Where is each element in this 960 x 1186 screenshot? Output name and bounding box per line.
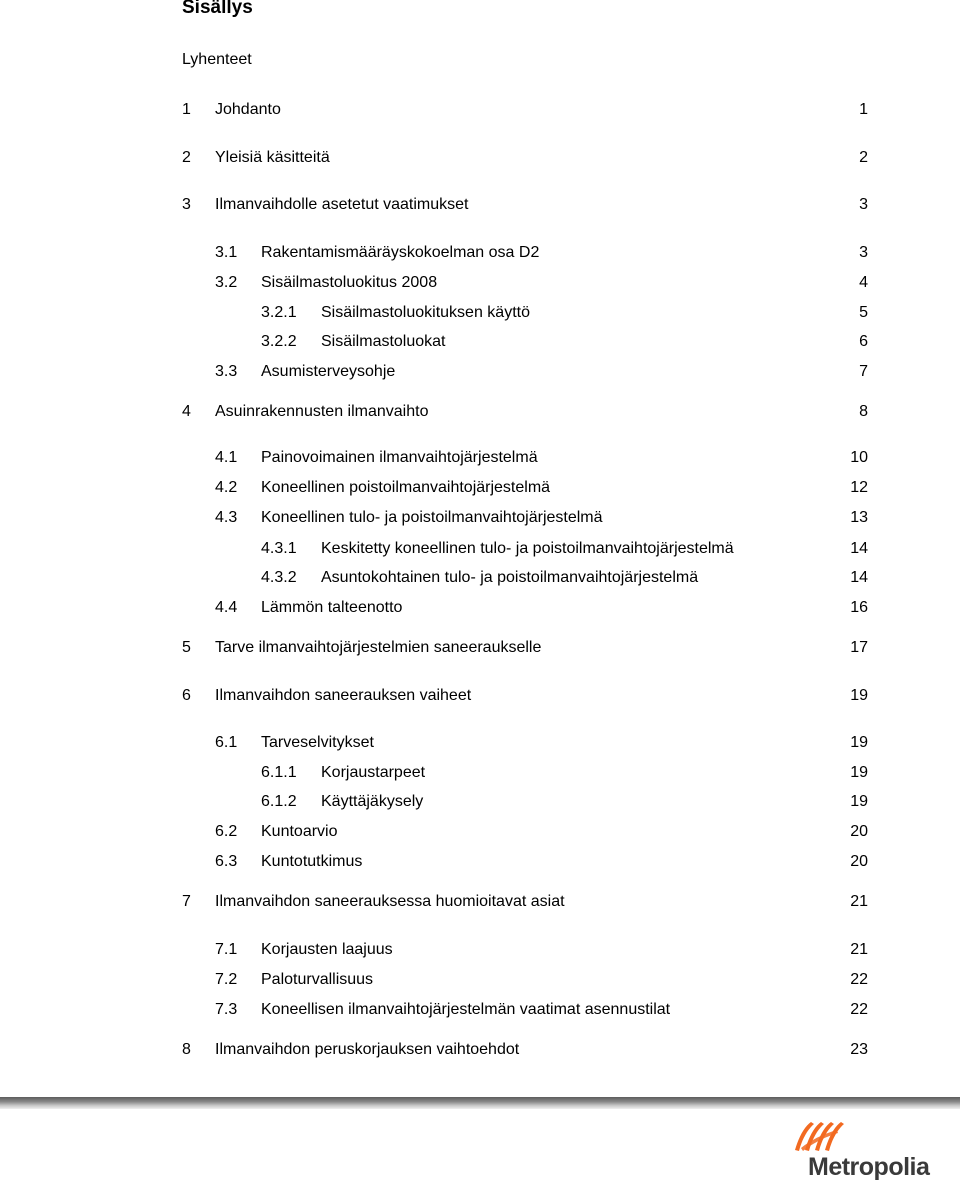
toc-entry[interactable] — [0, 731, 960, 755]
toc-entry-page-number: 19 — [850, 734, 868, 751]
toc-entry-number: 3.2.2 — [261, 333, 297, 350]
toc-entry-page-number: 1 — [859, 101, 868, 118]
toc-entry-page-number: 5 — [859, 304, 868, 321]
toc-entry-page-number: 12 — [850, 479, 868, 496]
logo-wordmark: Metropolia — [808, 1153, 930, 1181]
toc-entry-label: Ilmanvaihdolle asetetut vaatimukset — [215, 196, 469, 213]
toc-entry[interactable] — [0, 476, 960, 500]
toc-entry-number: 6.1 — [215, 734, 238, 751]
toc-entry-page-number: 6 — [859, 333, 868, 350]
footer-divider — [0, 1097, 960, 1109]
toc-entry-page-number: 19 — [850, 793, 868, 810]
toc-entry-page-number: 21 — [850, 941, 868, 958]
toc-entry[interactable] — [0, 566, 960, 590]
toc-entry-page-number: 13 — [850, 509, 868, 526]
toc-entry-label: Käyttäjäkysely — [321, 793, 424, 810]
page-title: Sisällys — [182, 0, 253, 18]
toc-entry-number: 4.1 — [215, 449, 238, 466]
toc-entry[interactable] — [0, 636, 960, 660]
toc-entry-number: 1 — [182, 101, 191, 118]
toc-entry-label: Tarveselvitykset — [261, 734, 374, 751]
toc-entry-page-number: 22 — [850, 1001, 868, 1018]
toc-entry-label: Kuntoarvio — [261, 823, 338, 840]
toc-entry-page-number: 8 — [859, 403, 868, 420]
toc-entry-label: Sisäilmastoluokitus 2008 — [261, 274, 438, 291]
toc-entry-label: Koneellinen poistoilmanvaihtojärjestelmä — [261, 479, 551, 496]
toc-entry-label: Johdanto — [215, 101, 281, 118]
toc-entry-label: Sisäilmastoluokat — [321, 333, 446, 350]
toc-entry-number: 4.2 — [215, 479, 238, 496]
toc-entry-label: Lyhenteet — [182, 51, 252, 68]
toc-entry-label: Ilmanvaihdon peruskorjauksen vaihtoehdot — [215, 1041, 520, 1058]
toc-entry[interactable] — [0, 446, 960, 470]
toc-entry-label: Rakentamismääräyskokoelman osa D2 — [261, 244, 540, 261]
toc-entry-label: Keskitetty koneellinen tulo- ja poistoilmanvaihtojärjestelmä — [321, 540, 734, 557]
toc-entry-page-number: 22 — [850, 971, 868, 988]
toc-entry[interactable] — [0, 998, 960, 1022]
toc-entry-page-number: 21 — [850, 893, 868, 910]
toc-entry[interactable] — [0, 968, 960, 992]
toc-entry[interactable] — [0, 938, 960, 962]
toc-entry-label: Asuntokohtainen tulo- ja poistoilmanvaihtojärjestelmä — [321, 569, 699, 586]
toc-entry-page-number: 2 — [859, 149, 868, 166]
toc-entry-page-number: 3 — [859, 196, 868, 213]
toc-entry-label: Paloturvallisuus — [261, 971, 374, 988]
toc-entry-page-number: 20 — [850, 823, 868, 840]
toc-entry-label: Asumisterveysohje — [261, 363, 396, 380]
toc-entry-page-number: 14 — [850, 569, 868, 586]
toc-entry-page-number: 14 — [850, 540, 868, 557]
toc-entry-label: Korjausten laajuus — [261, 941, 393, 958]
toc-entry-page-number: 20 — [850, 853, 868, 870]
toc-entry[interactable] — [0, 506, 960, 530]
toc-entry[interactable] — [0, 850, 960, 874]
toc-entry-number: 6.2 — [215, 823, 238, 840]
toc-entry[interactable] — [0, 400, 960, 424]
toc-entry[interactable] — [0, 271, 960, 295]
toc-entry-label: Lämmön talteenotto — [261, 599, 403, 616]
toc-entry[interactable] — [0, 48, 960, 72]
toc-entry[interactable] — [0, 360, 960, 384]
toc-entry-label: Koneellisen ilmanvaihtojärjestelmän vaatimat asennustilat — [261, 1001, 671, 1018]
toc-entry-number: 4.3 — [215, 509, 238, 526]
toc-entry-label: Ilmanvaihdon saneerauksessa huomioitavat asiat — [215, 893, 565, 910]
toc-entry[interactable] — [0, 596, 960, 620]
toc-entry-number: 7 — [182, 893, 191, 910]
toc-entry-label: Painovoimainen ilmanvaihtojärjestelmä — [261, 449, 538, 466]
toc-entry-page-number: 16 — [850, 599, 868, 616]
toc-entry-number: 2 — [182, 149, 191, 166]
toc-entry[interactable] — [0, 790, 960, 814]
toc-entry-number: 3.2.1 — [261, 304, 297, 321]
toc-entry-label: Ilmanvaihdon saneerauksen vaiheet — [215, 687, 472, 704]
toc-entry-number: 3.2 — [215, 274, 238, 291]
toc-entry-number: 6.1.2 — [261, 793, 297, 810]
toc-entry[interactable] — [0, 301, 960, 325]
toc-entry[interactable] — [0, 193, 960, 217]
toc-entry-number: 3.1 — [215, 244, 238, 261]
toc-entry-label: Sisäilmastoluokituksen käyttö — [321, 304, 530, 321]
toc-entry-page-number: 4 — [859, 274, 868, 291]
toc-entry-number: 3.3 — [215, 363, 238, 380]
toc-entry[interactable] — [0, 761, 960, 785]
toc-entry[interactable] — [0, 98, 960, 122]
toc-entry-number: 4.4 — [215, 599, 238, 616]
toc-entry-number: 6.1.1 — [261, 764, 297, 781]
toc-entry-number: 4 — [182, 403, 191, 420]
toc-entry[interactable] — [0, 146, 960, 170]
toc-entry[interactable] — [0, 820, 960, 844]
toc-entry-number: 5 — [182, 639, 191, 656]
toc-entry[interactable] — [0, 1038, 960, 1062]
toc-entry-label: Asuinrakennusten ilmanvaihto — [215, 403, 429, 420]
toc-entry-number: 7.1 — [215, 941, 238, 958]
toc-entry-page-number: 23 — [850, 1041, 868, 1058]
toc-entry-page-number: 10 — [850, 449, 868, 466]
toc-entry-label: Korjaustarpeet — [321, 764, 426, 781]
toc-entry-number: 6.3 — [215, 853, 238, 870]
toc-entry[interactable] — [0, 537, 960, 561]
toc-entry[interactable] — [0, 684, 960, 708]
toc-entry-label: Yleisiä käsitteitä — [215, 149, 330, 166]
toc-entry[interactable] — [0, 330, 960, 354]
toc-entry-number: 6 — [182, 687, 191, 704]
toc-entry-number: 7.3 — [215, 1001, 238, 1018]
toc-entry-page-number: 7 — [859, 363, 868, 380]
toc-entry-number: 8 — [182, 1041, 191, 1058]
toc-entry-number: 7.2 — [215, 971, 238, 988]
toc-entry-number: 3 — [182, 196, 191, 213]
toc-entry-page-number: 3 — [859, 244, 868, 261]
toc-entry-label: Koneellinen tulo- ja poistoilmanvaihtojärjestelmä — [261, 509, 603, 526]
toc-entry[interactable] — [0, 241, 960, 265]
toc-entry-number: 4.3.1 — [261, 540, 297, 557]
toc-entry-page-number: 19 — [850, 764, 868, 781]
toc-entry-page-number: 17 — [850, 639, 868, 656]
toc-entry[interactable] — [0, 890, 960, 914]
toc-entry-label: Tarve ilmanvaihtojärjestelmien saneeraukselle — [215, 639, 542, 656]
toc-entry-page-number: 19 — [850, 687, 868, 704]
toc-entry-label: Kuntotutkimus — [261, 853, 363, 870]
toc-entry-number: 4.3.2 — [261, 569, 297, 586]
